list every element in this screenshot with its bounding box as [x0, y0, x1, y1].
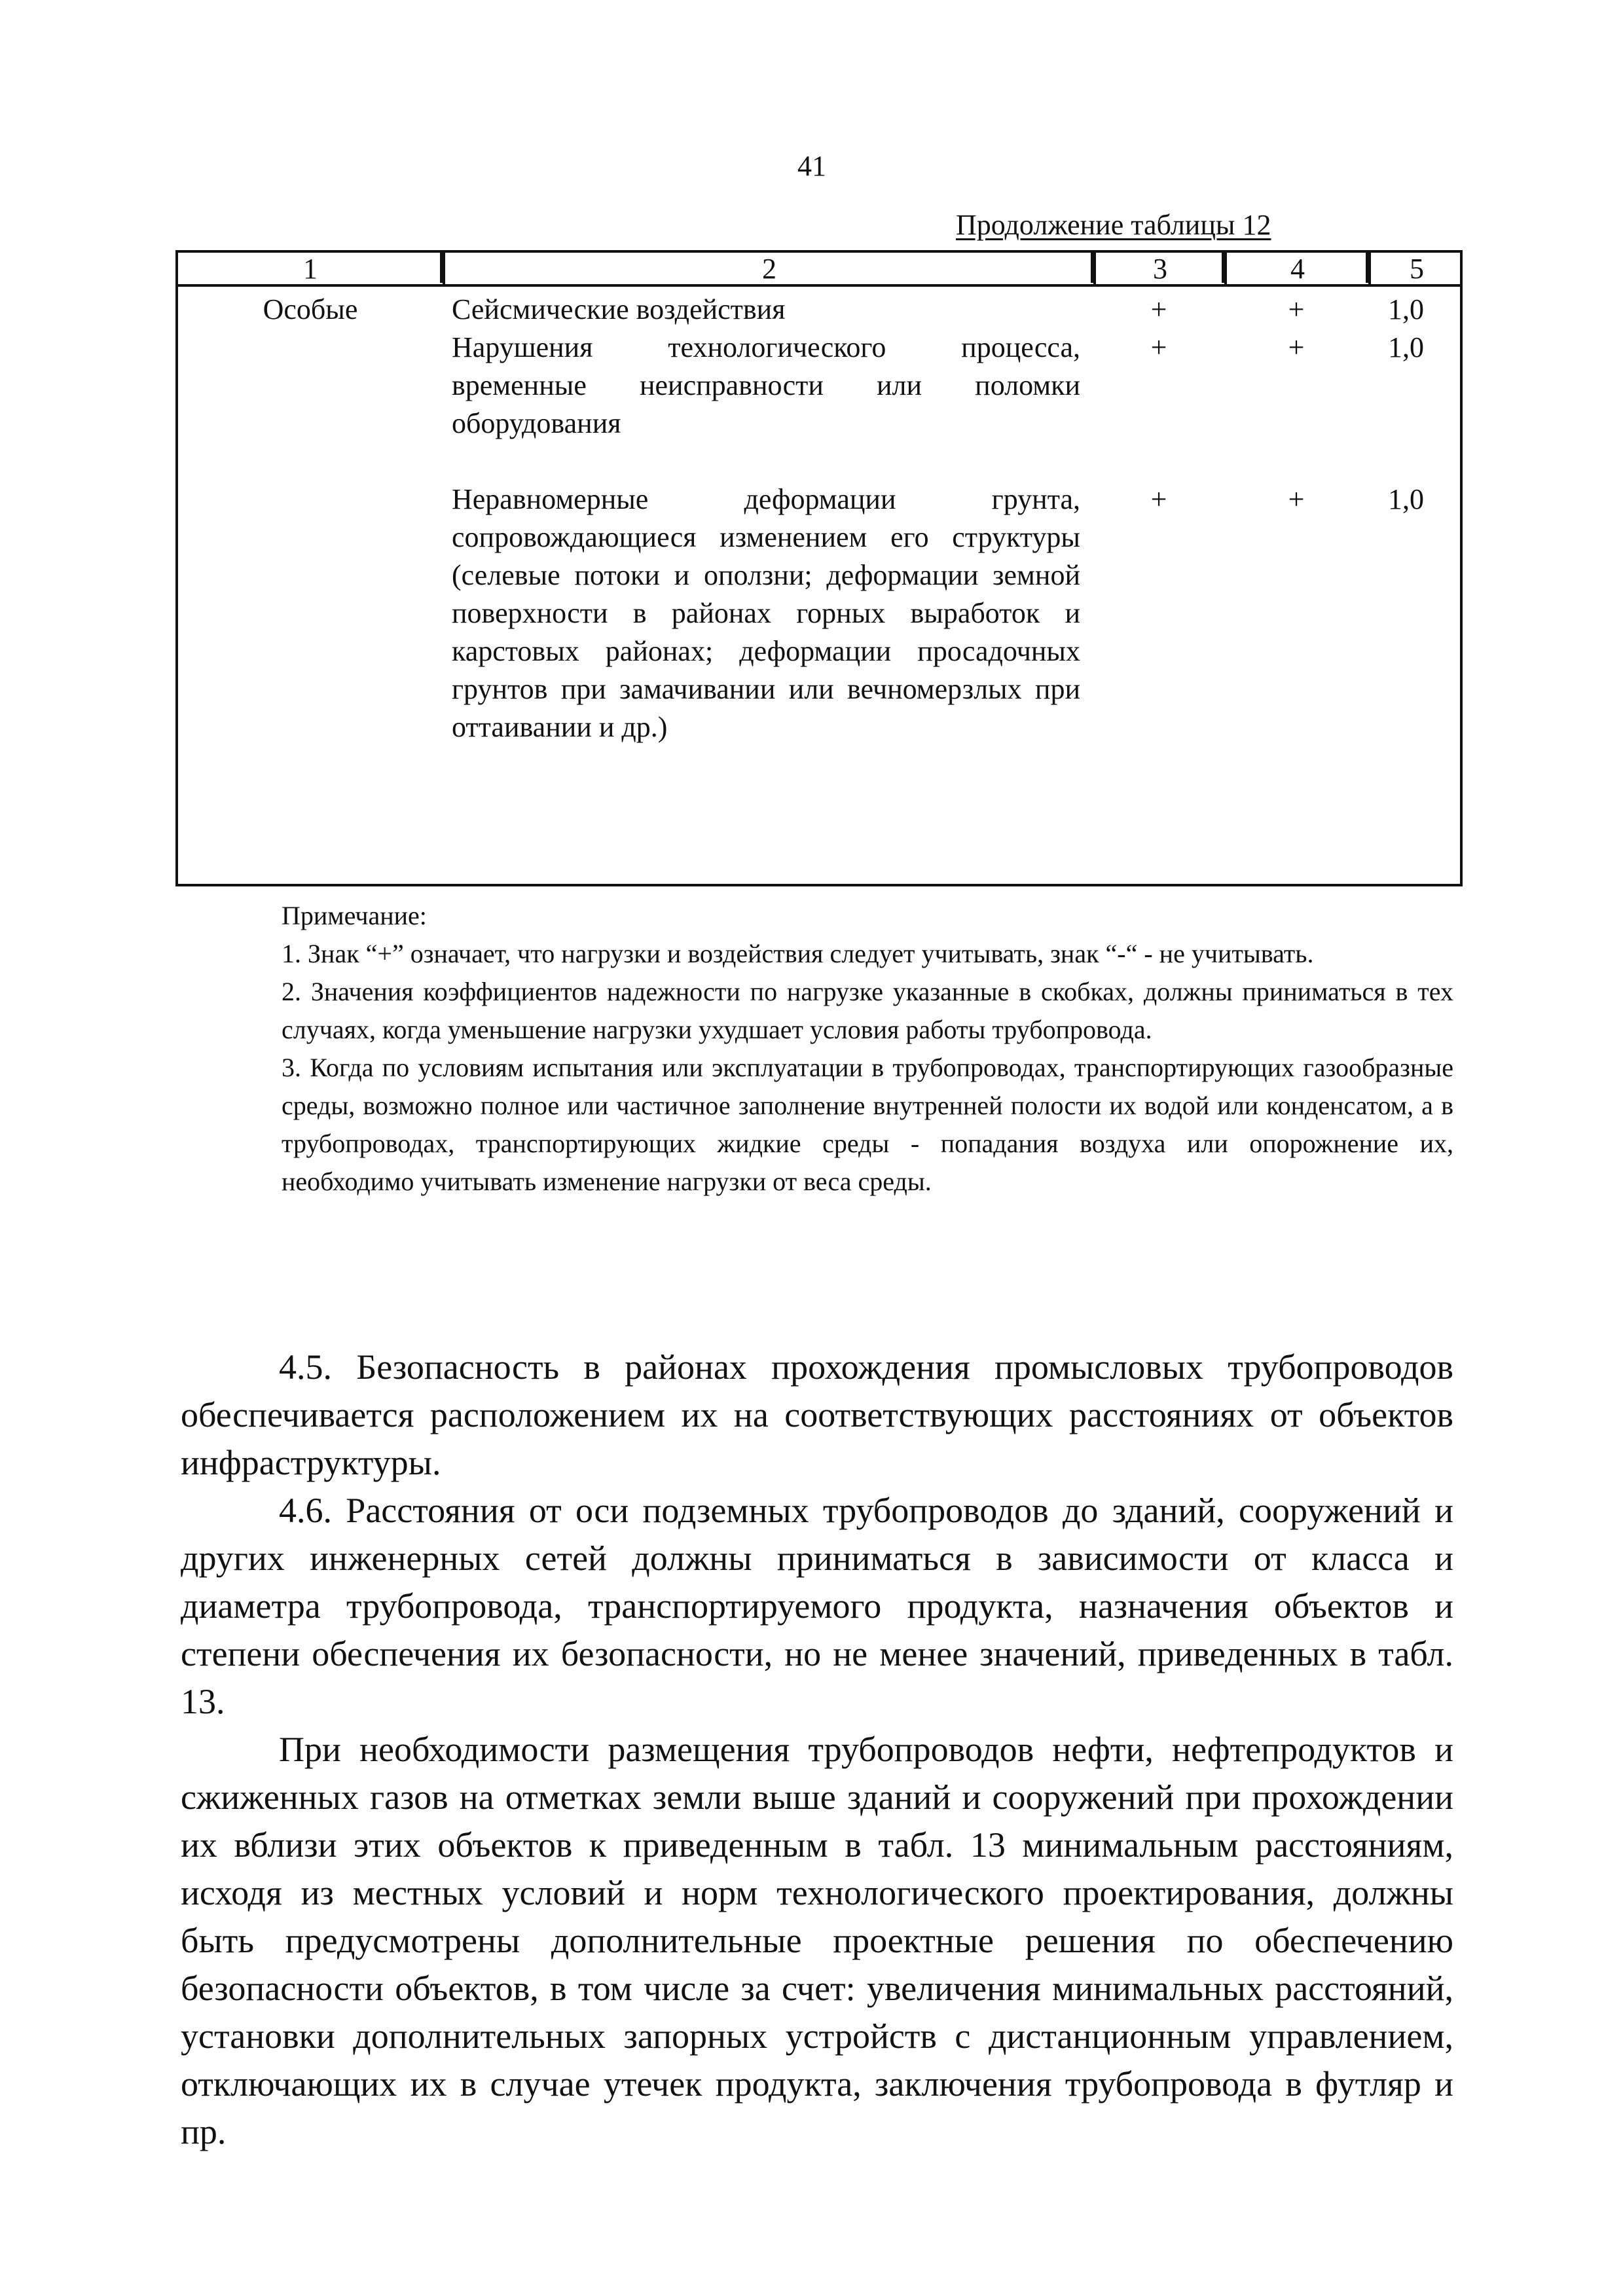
row-2-text: Нарушения технологического процесса, временные неисправности или поломки оборудования	[452, 331, 1080, 439]
header-col-1: 1	[303, 253, 318, 285]
paragraph-4-6: 4.6. Расстояния от оси подземных трубопроводов до зданий, сооружений и других инженерных сетей должны приниматься в зависимости от класса и диаметра трубопровода, транспортируемого продукта, назначения объектов и степени обеспечения их безопасности, но не менее значений, приведенных в табл. 13.	[181, 1491, 1453, 1721]
note-item-1: 1. Знак “+” означает, что нагрузки и воздействия следует учитывать, знак “-“ - не учитывать.	[282, 939, 1314, 968]
table	[175, 250, 1463, 886]
row-2-col5: 1,0	[1388, 331, 1424, 363]
table-continuation-caption	[956, 208, 1271, 242]
row-3-col5: 1,0	[1388, 483, 1424, 515]
column-divider-2	[440, 253, 443, 283]
column-divider-5	[1366, 253, 1368, 283]
paragraph-additional: При необходимости размещения трубопроводов нефти, нефтепродуктов и сжиженных газов на отметках земли выше зданий и сооружений при прохождении их вблизи этих объектов к приведенным в табл. 13 минимальным расстояниям, исходя из местных условий и норм технологического проектирования, должны быть предусмотрены дополнительные проектные решения по обеспечению безопасности объектов, в том числе за счет: увеличения минимальных расстояний, установки дополнительных запорных устройств с дистанционным управлением, отключающих их в случае утечек продукта, заключения трубопровода в футляр и пр.	[181, 1730, 1453, 2151]
row-1-col5: 1,0	[1388, 293, 1424, 325]
row-1-col4: +	[1288, 293, 1305, 325]
row-3-text: Неравномерные деформации грунта, сопровождающиеся изменением его структуры (селевые потоки и оползни; деформации земной поверхности в районах горных выработок и карстовых районах; деформации просадочных грунтов при замачивании или вечномерзлых при оттаивании и др.)	[452, 483, 1080, 743]
paragraph-4-5: 4.5. Безопасность в районах прохождения промысловых трубопроводов обеспечивается расположением их на соответствующих расстояниях от объектов инфраструктуры.	[181, 1347, 1453, 1482]
category-cell: Особые	[263, 293, 358, 325]
table-header-row	[178, 253, 1460, 287]
body-text	[181, 1343, 1453, 2156]
notes-title: Примечание:	[282, 901, 427, 930]
row-3-col3: +	[1150, 483, 1167, 515]
note-item-3: 3. Когда по условиям испытания или эксплуатации в трубопроводах, транспортирующих газообразные среды, возможно полное или частичное заполнение внутренней полости их водой или конденсатом, а в трубопроводах, транспортирующих жидкие среды - попадания воздуха или опорожнение их, необходимо учитывать изменение нагрузки от веса среды.	[282, 1053, 1453, 1196]
header-col-5: 5	[1368, 253, 1463, 284]
table-caption-text: Продолжение таблицы 12	[956, 209, 1271, 241]
column-divider-4	[1222, 253, 1224, 283]
row-3-col4: +	[1288, 483, 1305, 515]
column-divider-3	[1091, 253, 1093, 283]
header-col-3: 3	[1093, 253, 1224, 284]
row-2-col3: +	[1150, 331, 1167, 363]
header-col-2: 2	[443, 253, 1093, 284]
notes-section	[282, 897, 1453, 1201]
row-2-col4: +	[1288, 331, 1305, 363]
header-col-4: 4	[1224, 253, 1368, 284]
note-item-2: 2. Значения коэффициентов надежности по нагрузке указанные в скобках, должны приниматься в тех случаях, когда уменьшение нагрузки ухудшает условия работы трубопровода.	[282, 977, 1453, 1044]
row-1-col3: +	[1150, 293, 1167, 325]
row-1-text: Сейсмические воздействия	[452, 293, 786, 325]
page-number: 41	[797, 150, 826, 182]
